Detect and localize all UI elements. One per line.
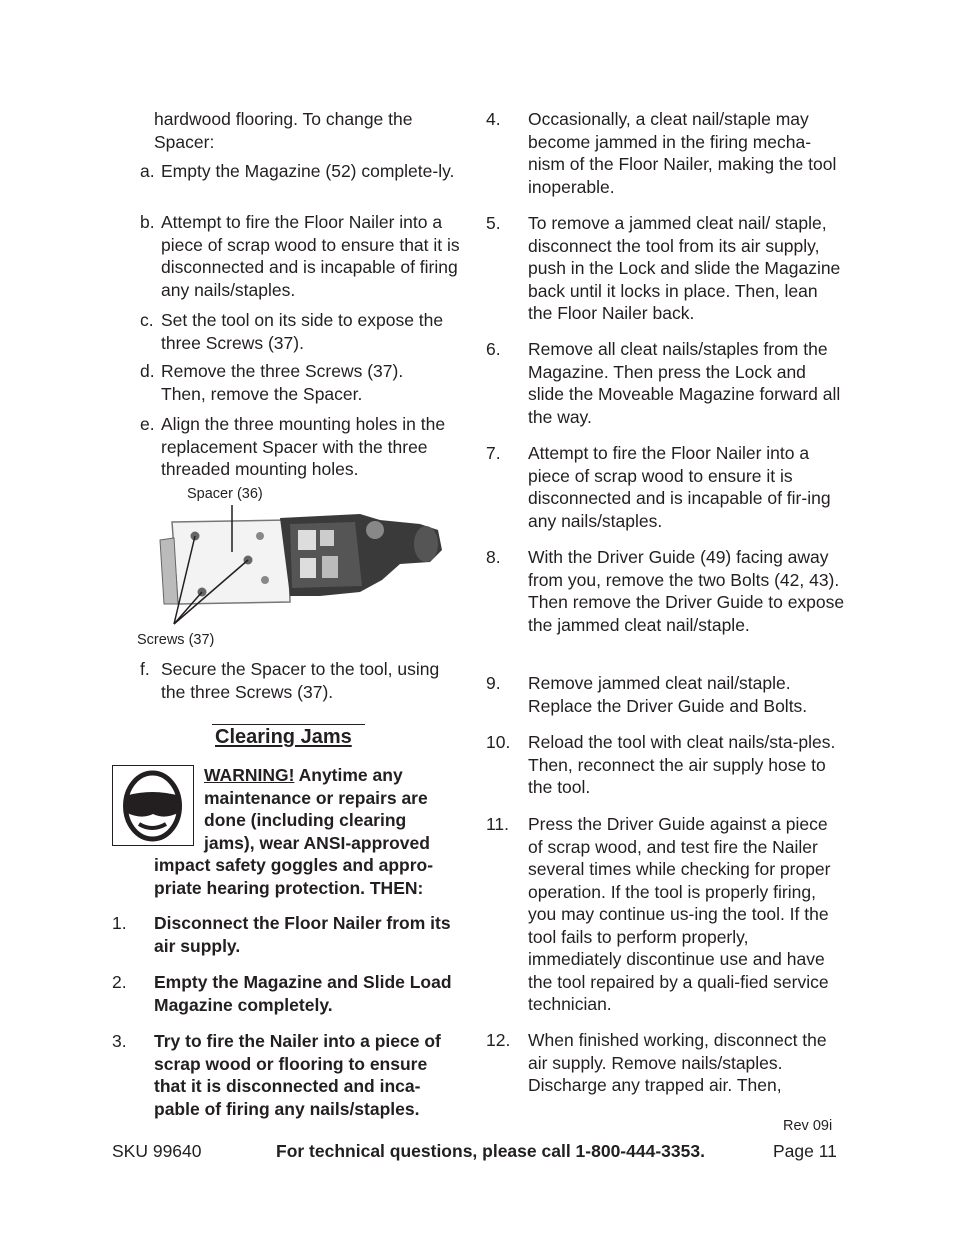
warning-label: WARNING! [204,765,295,785]
pivot-knob [366,521,384,539]
step-label: a. [140,161,155,181]
step-text: Try to fire the Nailer into a piece of scrap wood or flooring to ensure that it is disconnected and inca-pable of firing any nails/staples. [154,1031,441,1119]
step-text: To remove a jammed cleat nail/ staple, disconnect the tool from its air supply, push in the Lock and slide the Magazine back until it locks in place. Then, lean the Floor Nailer back. [528,213,841,323]
spacer-callout-label: Spacer (36) [187,486,263,502]
revision-label: Rev 09i [783,1118,833,1134]
step-text: Attempt to fire the Floor Nailer into a piece of scrap wood to ensure it is disconnected and is incapable of fir-ing any nails/staples. [528,443,831,531]
step-text: Attempt to fire the Floor Nailer into a piece of scrap wood to ensure that it is disconnected and is incapable of firing any nails/staples. [161,212,460,300]
step-text: With the Driver Guide (49) facing away from you, remove the two Bolts (42, 43). Then remove the Driver Guide to expose the jammed cleat nail/staple. [528,547,845,635]
warning-body [154,764,456,899]
section-heading: Clearing Jams [215,726,352,748]
step-label: f. [140,659,150,679]
step-text: Remove all cleat nails/staples from the Magazine. Then press the Lock and slide the Moveable Magazine forward all the way. [528,339,841,427]
step-text: Occasionally, a cleat nail/staple may become jammed in the firing mecha-nism of the Floor Nailer, making the tool inoperable. [528,109,837,197]
slot-3 [300,558,316,578]
step-text: Press the Driver Guide against a piece of scrap wood, and test fire the Nailer several times while checking for proper operation. If the tool is properly firing, you may continue us-ing the tool. If the tool fails to perform properly, immediately discontinue use and have the tool repaired by a quali-fied service technician. [528,814,831,1014]
hole-1 [256,532,264,540]
step-label: d. [140,361,155,381]
step-number: 11. [486,814,510,834]
step-text: Set the tool on its side to expose the three Screws (37). [161,310,444,353]
slot-2 [320,530,334,546]
step-label: c. [140,310,154,330]
step-number: 3. [112,1031,127,1051]
step-number: 10. [486,732,511,752]
step-number: 5. [486,213,501,233]
step-text: Disconnect the Floor Nailer from its air supply. [154,913,451,956]
step-text: Remove the three Screws (37). Then, remove the Spacer. [161,361,404,404]
screws-callout-label: Screws (37) [137,632,215,648]
page-number: Page 11 [773,1141,837,1161]
step-number: 8. [486,547,501,567]
hole-2 [261,576,269,584]
step-number: 2. [112,972,127,992]
icon-float-spacer [154,764,204,854]
step-number: 9. [486,673,501,693]
step-number: 1. [112,913,127,933]
step-text: Empty the Magazine and Slide Load Magazine completely. [154,972,452,1015]
step-label: e. [140,414,155,434]
support-phone-text: For technical questions, please call 1-800-444-3353. [276,1141,705,1161]
nailer-spacer-figure [130,500,460,635]
warning-text: Anytime any maintenance or repairs are done (including clearing jams), wear ANSI-approved impact safety goggles and appro-priate hearing protection. THEN: [154,765,434,898]
step-number: 6. [486,339,501,359]
slot-1 [298,530,316,550]
step-text: When finished working, disconnect the air supply. Remove nails/staples. Discharge any trapped air. Then, [528,1030,827,1095]
step-number: 12. [486,1030,511,1050]
slot-4 [322,556,338,578]
step-number: 4. [486,109,501,129]
step-text: Empty the Magazine (52) complete-ly. [161,161,455,181]
intro-paragraph: hardwood flooring. To change the Spacer: [154,109,413,152]
nailer-handle-end [414,526,438,562]
step-label: b. [140,212,155,232]
step-number: 7. [486,443,501,463]
step-text: Reload the tool with cleat nails/sta-ples. Then, reconnect the air supply hose to the tool. [528,732,836,797]
step-text: Remove jammed cleat nail/staple. Replace the Driver Guide and Bolts. [528,673,808,716]
sku-label: SKU 99640 [112,1141,202,1161]
step-text: Align the three mounting holes in the replacement Spacer with the three threaded mounting holes. [161,414,446,479]
step-text: Secure the Spacer to the tool, using the three Screws (37). [161,659,440,702]
spacer-plate [172,520,290,604]
